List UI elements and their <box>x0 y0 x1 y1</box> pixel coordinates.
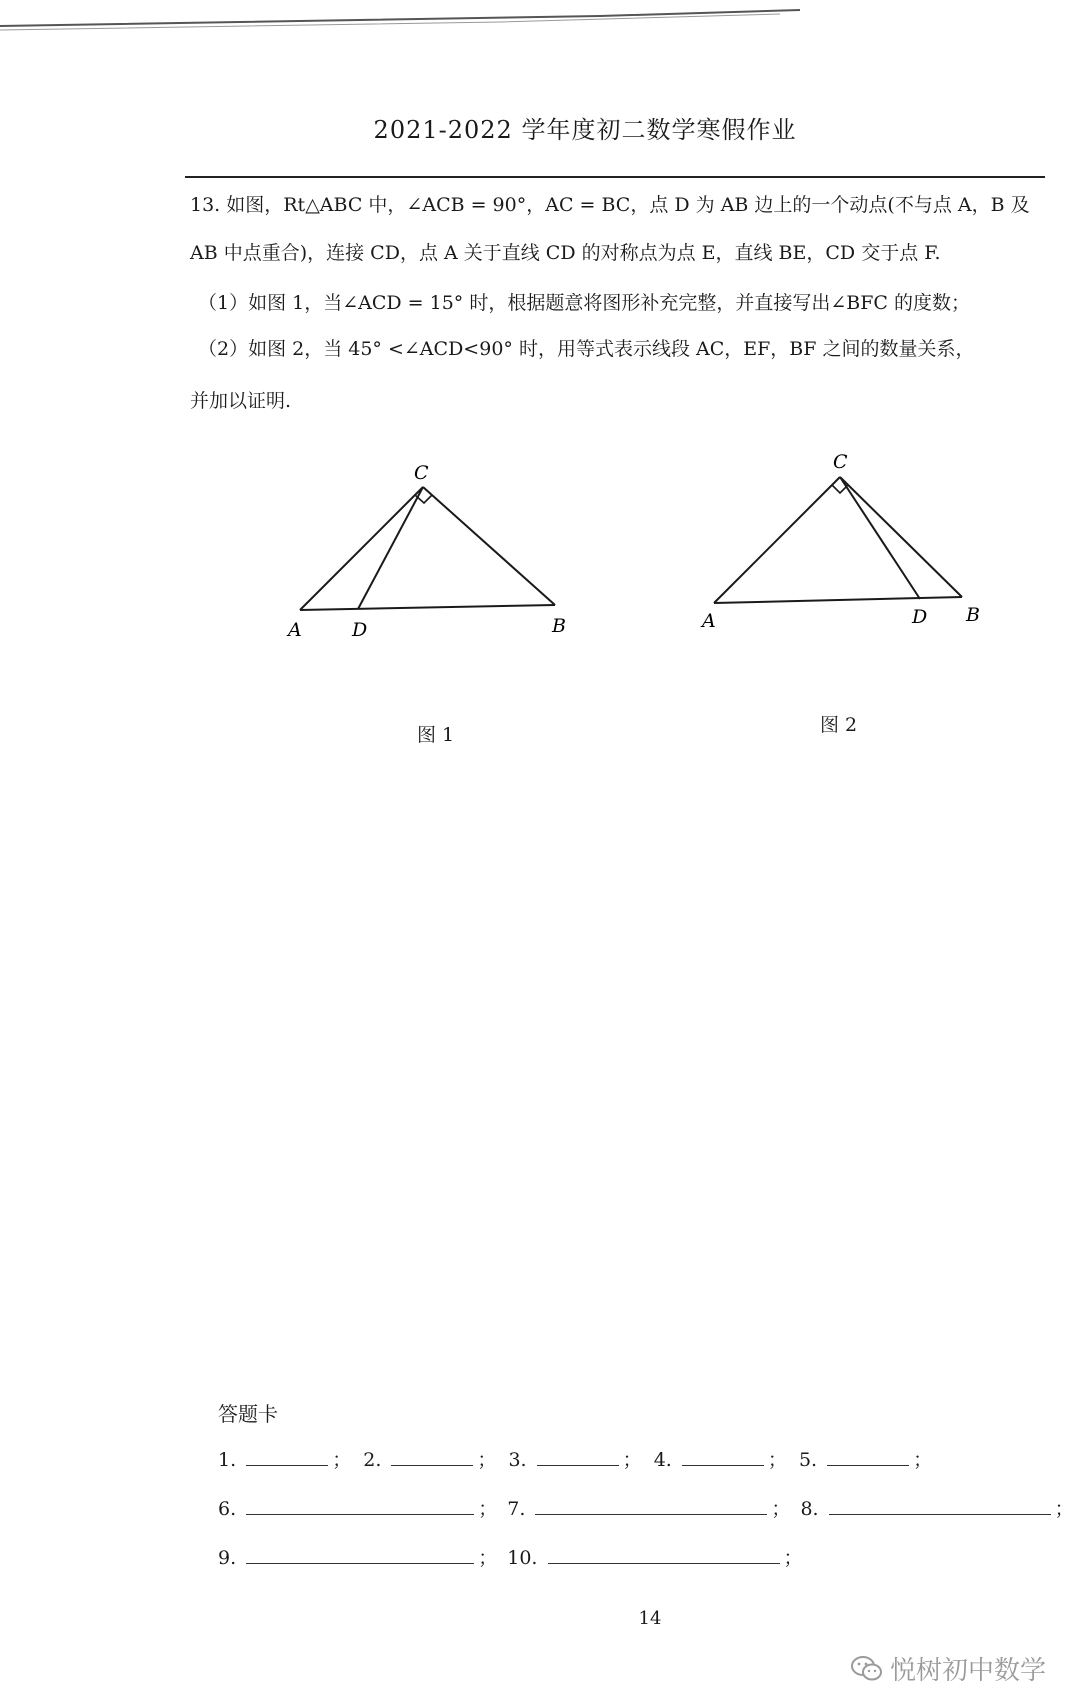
fig2-segment-ab <box>714 597 962 603</box>
fig1-segment-ac <box>300 487 423 610</box>
answer-blank-5[interactable] <box>827 1447 909 1466</box>
page-number: 14 <box>638 1608 662 1629</box>
answer-blank-1[interactable] <box>246 1447 328 1466</box>
watermark <box>850 1650 1046 1687</box>
question-line-3: （1）如图 1，当∠ACD = 15° 时，根据题意将图形补充完整，并直接写出∠BFC 的度数； <box>198 292 970 314</box>
answer-card-title: 答题卡 <box>218 1402 278 1426</box>
answer-label-10: 10. <box>507 1547 538 1569</box>
fig1-label-d: D <box>352 619 368 641</box>
fig1-segment-cd <box>358 487 423 609</box>
fig2-label-b: B <box>966 604 980 626</box>
answer-label-1: 1. <box>218 1449 237 1471</box>
question-line-4: （2）如图 2，当 45° <∠ACD<90° 时，用等式表示线段 AC，EF，BF 之间的数量关系， <box>198 338 975 360</box>
fig1-label-c: C <box>414 462 429 484</box>
answer-blank-10[interactable] <box>548 1545 780 1564</box>
fig1-label-a: A <box>288 619 302 641</box>
fig2-segment-ac <box>714 477 840 603</box>
answer-row-1: 1. ； 2. ； 3. ； 4. ； 5. ； <box>218 1449 933 1471</box>
answer-label-2: 2. <box>363 1449 382 1471</box>
fig2-segment-cd <box>840 477 920 599</box>
answer-blank-4[interactable] <box>682 1447 764 1466</box>
question-line-2: AB 中点重合)，连接 CD，点 A 关于直线 CD 的对称点为点 E，直线 BE，CD 交于点 F. <box>190 242 941 264</box>
scan-edge <box>0 0 1080 40</box>
answer-row-3: 9. ； 10. ； <box>218 1547 803 1569</box>
page-title: 2021-2022 学年度初二数学寒假作业 <box>373 116 797 144</box>
header-divider <box>185 176 1045 178</box>
fig2-label-c: C <box>833 451 848 473</box>
answer-label-9: 9. <box>218 1547 237 1569</box>
figure-1-caption: 图 1 <box>417 724 455 746</box>
watermark-text: 悦树初中数学 <box>890 1656 1047 1686</box>
answer-label-7: 7. <box>507 1498 526 1520</box>
figure-2-caption: 图 2 <box>820 714 858 736</box>
question-line-1: 13. 如图，Rt△ABC 中，∠ACB = 90°，AC = BC，点 D 为 AB 边上的一个动点(不与点 A，B 及 <box>190 194 1030 216</box>
answer-label-3: 3. <box>508 1449 527 1471</box>
answer-blank-3[interactable] <box>537 1447 619 1466</box>
answer-row-2: 6. ； 7. ； 8. ； <box>218 1498 1074 1520</box>
figure-2-diagram <box>690 445 1000 635</box>
answer-label-5: 5. <box>798 1449 818 1471</box>
fig1-segment-bc <box>423 487 555 605</box>
fig2-label-a: A <box>702 610 716 632</box>
answer-blank-7[interactable] <box>535 1496 767 1515</box>
answer-blank-9[interactable] <box>246 1545 474 1564</box>
wechat-icon <box>850 1655 884 1683</box>
figure-1-diagram <box>260 445 590 645</box>
answer-label-6: 6. <box>218 1498 237 1520</box>
answer-label-4: 4. <box>653 1449 672 1471</box>
answer-blank-6[interactable] <box>246 1496 474 1515</box>
question-line-5: 并加以证明. <box>190 390 292 412</box>
answer-blank-2[interactable] <box>391 1447 473 1466</box>
fig2-segment-bc <box>840 477 962 597</box>
fig1-segment-ab <box>300 605 555 610</box>
fig2-label-d: D <box>912 606 928 628</box>
answer-blank-8[interactable] <box>829 1496 1051 1515</box>
fig1-label-b: B <box>552 615 566 637</box>
answer-label-8: 8. <box>800 1498 819 1520</box>
